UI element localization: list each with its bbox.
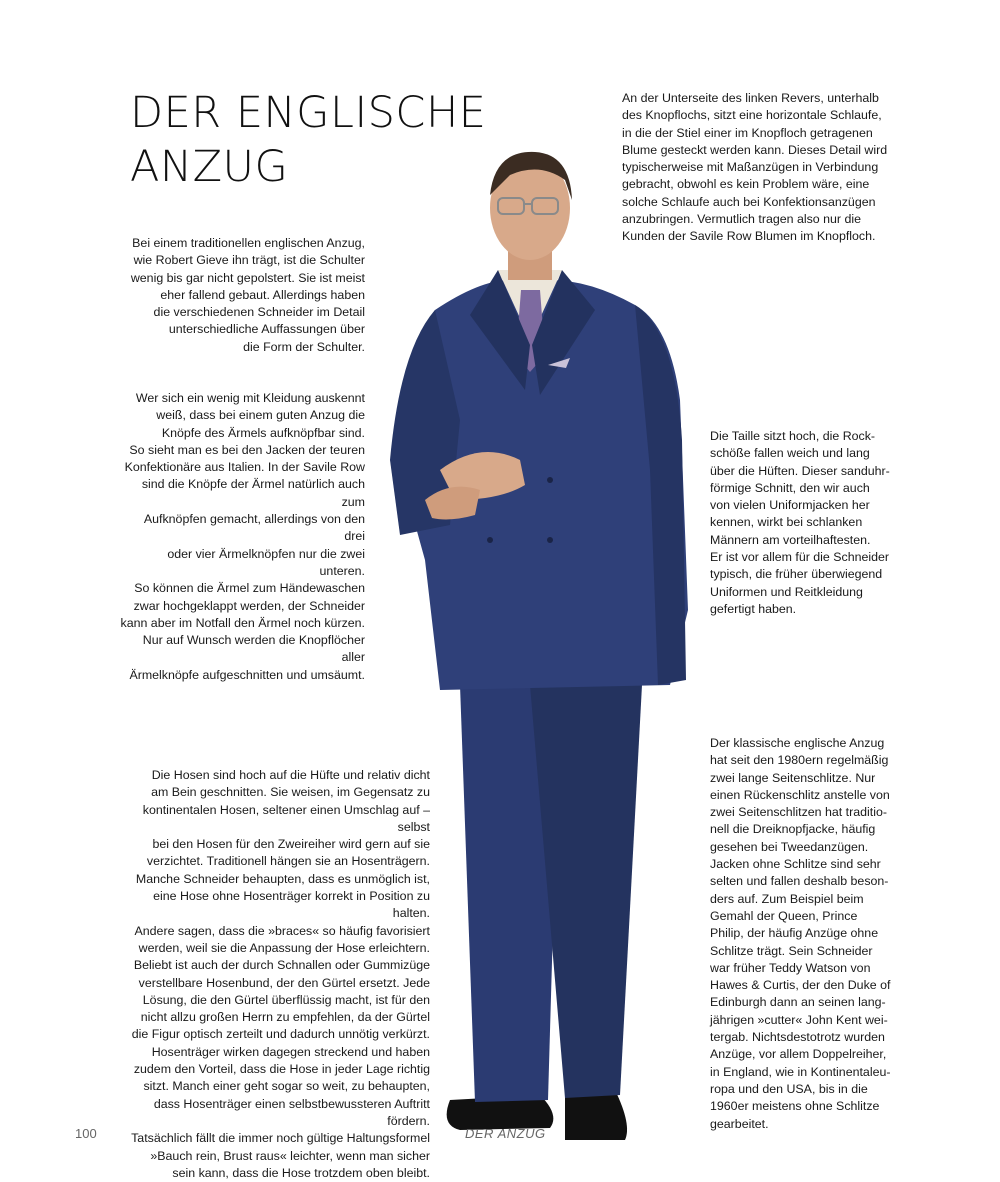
jacket-button bbox=[547, 477, 553, 483]
jacket-button bbox=[547, 537, 553, 543]
page-title: DER ENGLISCHE ANZUG bbox=[130, 88, 487, 192]
paragraph-trousers: Die Hosen sind hoch auf die Hüfte und relativ dicht am Bein geschnitten. Sie weisen, im Gegensatz zu kontinentalen Hosen, seltener einen Umschlag auf – selbst bei den Hosen für den Zweireiher wird gern auf sie verzichtet. Traditionell hängen sie an Hosenträgern. Manche Schneider behaupten, dass es unmöglich ist, eine Hose ohne Hosenträger korrekt in Position zu halten. Andere sagen, dass die »braces« so häufig favorisiert werden, weil sie die Anpassung der Hose erleichtern. Beliebt ist auch der durch Schnallen oder Gummizüge verstellbare Hosenbund, der den Gürtel ersetzt. Jede Lösung, die den Gürtel überflüssig macht, ist für den nicht allzu großen Herrn zu empfehlen, da der Gürtel die Figur optisch zerteilt und dadurch unnötig verkürzt. Hosenträger wirken dagegen streckend und haben zudem den Vorteil, dass die Hose in jeder Lage richtig sitzt. Manch einer geht sogar so weit, zu behaupten, dass Hosenträger einen selbstbewussteren Auftritt fördern. Tatsächlich fällt die immer noch gültige Haltungsformel »Bauch rein, Brust raus« leichter, wenn man sicher sein kann, dass die Hose trotzdem oben bleibt. bbox=[131, 768, 430, 1180]
suit-photo bbox=[380, 140, 700, 1150]
man-in-suit-illustration bbox=[380, 140, 700, 1150]
paragraph-sleeve-buttons: Wer sich ein wenig mit Kleidung auskennt weiß, dass bei einem guten Anzug die Knöpfe des Ärmels aufknöpfbar sind. So sieht man es bei den Jacken der teuren Konfektionäre aus Italien. In der Savile Row sind die Knöpfe der Ärmel natürlich auch zum Aufknöpfen gemacht, allerdings von den drei oder vier Ärmelknöpfen nur die zwei unteren. So können die Ärmel zum Händewaschen zwar hochgeklappt werden, der Schneider kann aber im Notfall den Ärmel noch kürzen. Nur auf Wunsch werden die Knopflöcher aller Ärmelknöpfe aufgeschnitten und umsäumt. bbox=[120, 391, 365, 682]
page-number: 100 bbox=[75, 1126, 97, 1141]
paragraph-shoulder: Bei einem traditionellen englischen Anzug, wie Robert Gieve ihn trägt, ist die Schulter wenig bis gar nicht gepolstert. Sie ist meist eher fallend gebaut. Allerdings haben die verschiedenen Schneider im Detail unterschiedliche Auffassungen über die Form der Schulter. bbox=[130, 236, 365, 354]
jacket-button bbox=[487, 537, 493, 543]
running-title: DER ANZUG bbox=[465, 1126, 546, 1141]
right-shoe bbox=[565, 1090, 627, 1140]
paragraph-vents: Der klassische englische Anzug hat seit den 1980ern regelmäßig zwei lange Seitenschlitze. Nur einen Rückenschlitz anstelle von zwei Seitenschlitzen hat traditio- nell die Dreiknopfjacke, häufig gesehen bei Tweedanzügen. Jacken ohne Schlitze sind sehr selten und fallen deshalb beson- ders auf. Zum Beispiel beim Gemahl der Queen, Prince Philip, der häufig Anzüge ohne Schlitze trägt. Sein Schneider war früher Teddy Watson von Hawes & Curtis, der den Duke of Edinburgh dann an seinen lang- jährigen »cutter« John Kent wei- tergab. Nichtsdestotrotz wurden Anzüge, vor allem Doppelreiher, in England, wie in Kontinentaleu- ropa und den USA, bis in die 1960er meistens ohne Schlitze gearbeitet. bbox=[710, 736, 891, 1131]
paragraph-waist: Die Taille sitzt hoch, die Rock- schöße fallen weich und lang über die Hüften. Dieser sanduhr- förmige Schnitt, den wir auch von vielen Uniformjacken her kennen, wirkt bei schlanken Männern am vorteilhaftesten. Er ist vor allem für die Schneider typisch, die früher überwiegend Uniformen und Reitkleidung gefertigt haben. bbox=[710, 429, 890, 616]
paragraph-lapel: An der Unterseite des linken Revers, unterhalb des Knopflochs, sitzt eine horizontale Schlaufe, in die der Stiel einer im Knopfloch getragenen Blume gesteckt werden kann. Dieses Detail wird typischerweise mit Maßanzügen in Verbindung gebracht, obwohl es kein Problem wäre, eine solche Schlaufe auch bei Konfektionsanzügen anzubringen. Vermutlich tragen also nur die Kunden der Savile Row Blumen im Knopfloch. bbox=[622, 91, 888, 244]
